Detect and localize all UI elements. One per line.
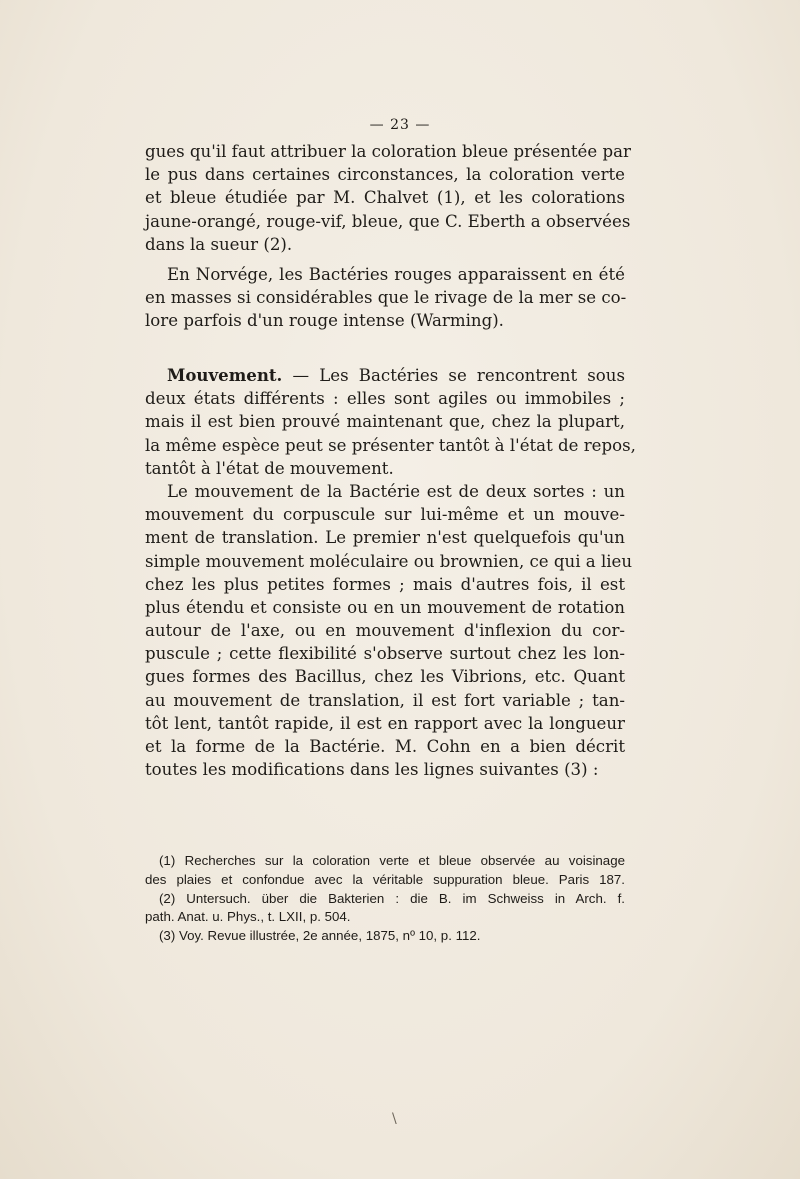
text-line: simple mouvement moléculaire ou brownien, ce qui a lieu [145, 551, 633, 571]
text-line [145, 364, 625, 387]
footnote-line: des plaies et confondue avec la véritable suppuration bleue. Paris 187. [145, 871, 625, 887]
paragraph-mouvement [145, 364, 636, 781]
text-line: jaune-orangé, rouge-vif, bleue, que C. Eberth a observées [145, 211, 631, 231]
text-line: En Norvége, les Bactéries rouges apparaissent en été [167, 265, 625, 284]
text-line: au mouvement de translation, il est fort variable ; tan- [145, 690, 625, 710]
footnote-line: (3) Voy. Revue illustrée, 2e année, 1875, nº 10, p. 112. [159, 928, 481, 944]
text-line: mouvement du corpuscule sur lui-même et un mouve- [145, 505, 625, 525]
section-heading: Mouvement. [167, 365, 283, 385]
text-line: puscule ; cette flexibilité s'observe surtout chez les lon- [145, 644, 625, 664]
text-line: deux états différents : elles sont agiles ou immobiles ; [145, 389, 625, 409]
heading-line-rest: — Les Bactéries se rencontrent sous [292, 366, 626, 385]
text-line: la même espèce peut se présenter tantôt à l'état de repos, [145, 435, 636, 455]
text-line: lore parfois d'un rouge intense (Warming). [145, 311, 504, 331]
text-line: autour de l'axe, ou en mouvement d'inflexion du cor- [145, 621, 625, 641]
text-line: tantôt à l'état de mouvement. [145, 458, 394, 478]
stray-mark: \ [392, 1111, 397, 1127]
paragraph-2 [145, 263, 625, 333]
footnote-line: (2) Untersuch. über die Bakterien : die B. im Schweiss in Arch. f. [159, 890, 625, 906]
text-line: tôt lent, tantôt rapide, il est en rapport avec la longueur [145, 713, 625, 733]
text-line: plus étendu et consiste ou en un mouvement de rotation [145, 597, 625, 617]
text-line: en masses si considérables que le rivage de la mer se co- [145, 288, 627, 308]
text-line: Le mouvement de la Bactérie est de deux sortes : un [167, 481, 625, 501]
footnote-line: (1) Recherches sur la coloration verte et bleue observée au voisinage [159, 853, 625, 868]
footnote-line: path. Anat. u. Phys., t. LXII, p. 504. [145, 909, 351, 925]
text-line: mais il est bien prouvé maintenant que, chez la plupart, [145, 412, 625, 432]
text-line: gues qu'il faut attribuer la coloration bleue présentée par [145, 142, 631, 161]
footnotes [145, 852, 625, 946]
page-number: — 23 — [369, 117, 431, 133]
text-line: dans la sueur (2). [145, 234, 293, 254]
text-line: le pus dans certaines circonstances, la coloration verte [145, 165, 625, 185]
text-line: et bleue étudiée par M. Chalvet (1), et les colorations [145, 188, 625, 208]
text-line: chez les plus petites formes ; mais d'autres fois, il est [145, 574, 625, 594]
text-line: toutes les modifications dans les lignes suivantes (3) : [145, 760, 599, 780]
text-line: gues formes des Bacillus, chez les Vibrions, etc. Quant [145, 667, 625, 687]
paragraph-1 [145, 140, 631, 256]
text-line: ment de translation. Le premier n'est quelquefois qu'un [145, 528, 625, 548]
text-line: et la forme de la Bactérie. M. Cohn en a bien décrit [145, 737, 625, 756]
